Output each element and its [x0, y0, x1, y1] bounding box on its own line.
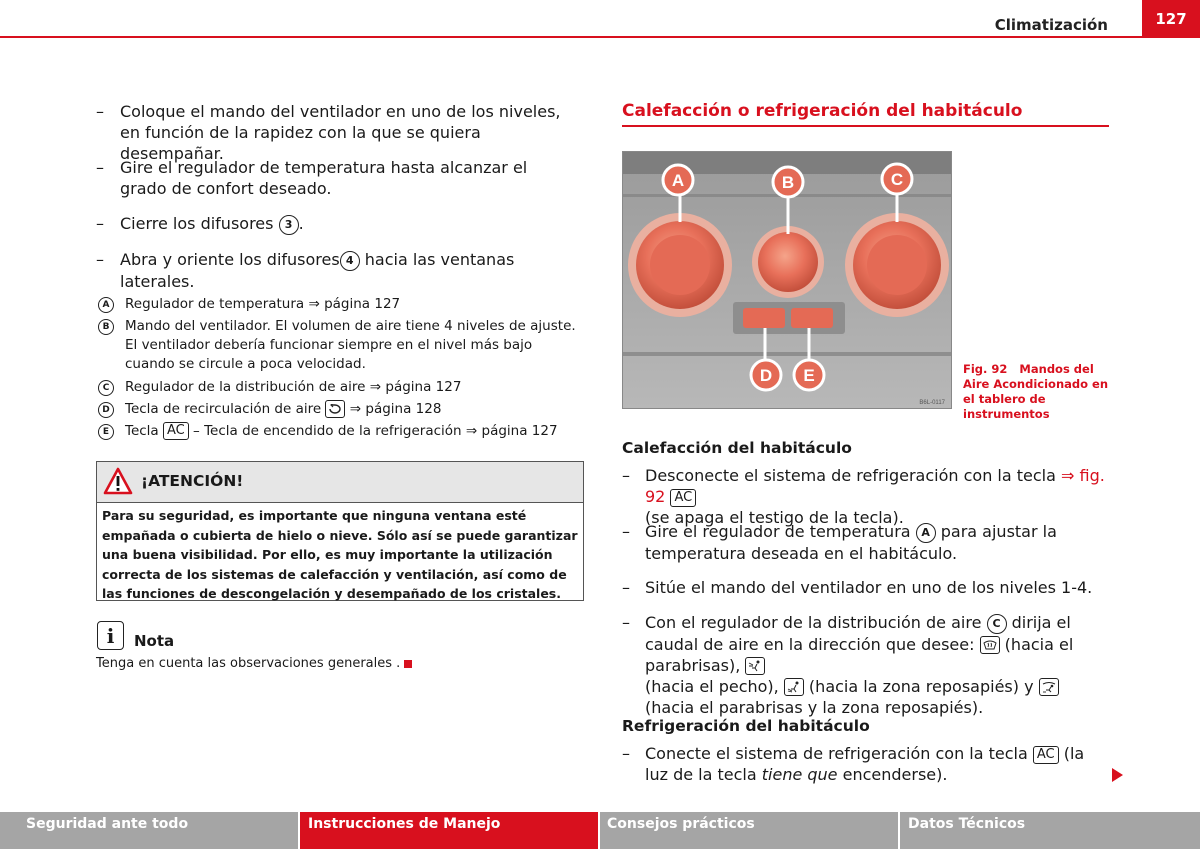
step-text-mid: (hacia la zona reposapiés) y [803, 676, 1039, 696]
control-ref-a: A [916, 523, 936, 543]
legend-text: Mando del ventilador. El volumen de aire tiene 4 niveles de ajuste. El ventilador debería funcionar siempre en el nivel más bajo cuando se circule a poca velocidad. [125, 318, 576, 372]
figure-label-c: C [890, 170, 904, 189]
step-text-emphasis: tiene que [761, 765, 838, 784]
legend-letter: D [98, 402, 114, 418]
legend-letter: E [98, 424, 114, 440]
info-icon: i [97, 621, 124, 650]
legend-text: Tecla de recirculación de aire [125, 401, 326, 417]
figure-number: Fig. 92 [963, 362, 1008, 376]
ac-panel-illustration [623, 152, 952, 409]
step-item [96, 249, 566, 292]
figure-caption-text: Mandos del Aire Acondicionado en el tablero de instrumentos [963, 362, 1109, 421]
step-text: Gire el regulador de temperatura [645, 522, 916, 541]
step-text: Desconecte el sistema de refrigeración con la tecla [645, 466, 1062, 485]
ac-key: AC [670, 489, 696, 507]
warning-title: ¡ATENCIÓN! [141, 472, 244, 490]
step-item [96, 213, 566, 235]
step-text-end: . [298, 214, 304, 233]
step-text-mid: (hacia el parabrisas), [645, 634, 1074, 675]
step-dash: – [622, 522, 630, 541]
step-text-end: para ajustar la temperatura deseada en el habitáculo. [645, 522, 1057, 563]
step-text-end: encenderse). [837, 765, 948, 784]
ac-key: AC [163, 422, 189, 440]
heating-step-1 [622, 465, 1108, 528]
chest-icon [745, 657, 765, 675]
step-dash: – [96, 214, 104, 233]
footer-tab-operating-instructions[interactable]: Instrucciones de Manejo [300, 812, 600, 849]
feet-icon [784, 678, 804, 696]
footer-tab-practical-tips[interactable]: Consejos prácticos [600, 812, 900, 849]
step-text-mid: (hacia el pecho), [645, 676, 784, 696]
step-text-end: hacia las ventanas laterales. [120, 250, 515, 291]
step-text: Sitúe el mando del ventilador en uno de los niveles 1-4. [645, 578, 1093, 597]
step-dash: – [96, 102, 104, 121]
control-ref-c: C [987, 614, 1007, 634]
header-rule [0, 36, 1200, 38]
step-dash: – [622, 466, 630, 485]
step-dash: – [96, 250, 104, 269]
step-text: Coloque el mando del ventilador en uno de los niveles, en función de la rapidez con la que se quiera desempañar. [120, 102, 561, 163]
legend-letter: A [98, 297, 114, 313]
step-text: Abra y oriente los difusores [120, 250, 340, 269]
header-section-title: Climatización [994, 16, 1108, 34]
cooling-title: Refrigeración del habitáculo [622, 717, 870, 735]
legend-item-b [98, 317, 578, 374]
windshield-icon [980, 636, 1000, 654]
figure-link[interactable]: ⇒ fig. 92 [645, 466, 1105, 506]
figure-code: B6L-0117 [919, 400, 945, 406]
warning-header [97, 462, 583, 503]
step-dash: – [622, 613, 630, 632]
legend-text-end: – Tecla de encendido de la refrigeración ⇒ página 127 [188, 423, 558, 439]
step-dash: – [622, 578, 630, 597]
legend-text: Regulador de la distribución de aire ⇒ página 127 [125, 379, 462, 395]
heating-title: Calefacción del habitáculo [622, 439, 852, 457]
figure-ac-controls [622, 151, 952, 409]
step-text-mid: dirija el caudal de aire en la dirección que desee: [645, 613, 1071, 654]
heating-step-4 [622, 612, 1108, 718]
footer-nav [0, 812, 1200, 849]
note-body [96, 656, 412, 671]
warning-triangle-icon [103, 467, 133, 495]
step-dash: – [96, 158, 104, 177]
footer-tab-technical-data[interactable]: Datos Técnicos [908, 816, 1026, 832]
windshield-feet-icon [1039, 678, 1059, 696]
legend-item-e [98, 422, 578, 441]
figure-caption [963, 362, 1113, 422]
note-title: Nota [134, 632, 175, 650]
figure-label-e: E [803, 366, 815, 385]
legend-item-c [98, 378, 578, 397]
cooling-step-1 [622, 743, 1108, 785]
diffuser-ref-3: 3 [279, 215, 299, 235]
legend-letter: B [98, 319, 114, 335]
step-text: Gire el regulador de temperatura hasta alcanzar el grado de confort deseado. [120, 158, 528, 198]
recirculation-icon [325, 400, 345, 418]
step-text: Conecte el sistema de refrigeración con la tecla [645, 744, 1033, 763]
section-title: Calefacción o refrigeración del habitáculo [622, 101, 1023, 121]
warning-box [96, 461, 584, 601]
legend-text-end: ⇒ página 128 [345, 401, 442, 417]
step-item [96, 157, 566, 199]
footer-tab-safety[interactable]: Seguridad ante todo [0, 812, 300, 849]
section-rule [622, 125, 1109, 127]
legend-letter: C [98, 380, 114, 396]
step-text: Cierre los difusores [120, 214, 279, 233]
legend-text: Tecla [125, 423, 163, 439]
step-text-end: (hacia el parabrisas y la zona reposapiés). [645, 697, 984, 717]
heating-step-2 [622, 521, 1108, 564]
step-dash: – [622, 744, 630, 763]
legend-text: Regulador de temperatura ⇒ página 127 [125, 296, 401, 312]
continue-arrow-icon [1112, 768, 1123, 782]
step-text: Con el regulador de la distribución de aire [645, 613, 987, 632]
page-number: 127 [1142, 0, 1200, 38]
step-text-mid: (la luz de la tecla [645, 744, 1085, 784]
step-item [96, 101, 566, 164]
heating-step-3 [622, 577, 1108, 598]
step-text-end: (se apaga el testigo de la tecla). [645, 508, 904, 527]
note-text: Tenga en cuenta las observaciones generales . [96, 656, 401, 671]
ac-key: AC [1033, 746, 1059, 764]
figure-label-d: D [759, 366, 773, 385]
end-mark [404, 660, 412, 668]
warning-body: Para su seguridad, es importante que ninguna ventana esté empañada o cubierta de hielo o nieve. Sólo así se puede garantizar una buena visibilidad. Por ello, es muy importante la utilización correcta de los sistemas de calefacción y ventilación, así como de las funciones de descongelación y desempañado de los cristales. [102, 508, 578, 601]
legend-item-d [98, 400, 578, 419]
legend-item-a [98, 295, 578, 314]
figure-label-a: A [671, 171, 685, 190]
figure-label-b: B [781, 173, 795, 192]
diffuser-ref-4: 4 [340, 251, 360, 271]
